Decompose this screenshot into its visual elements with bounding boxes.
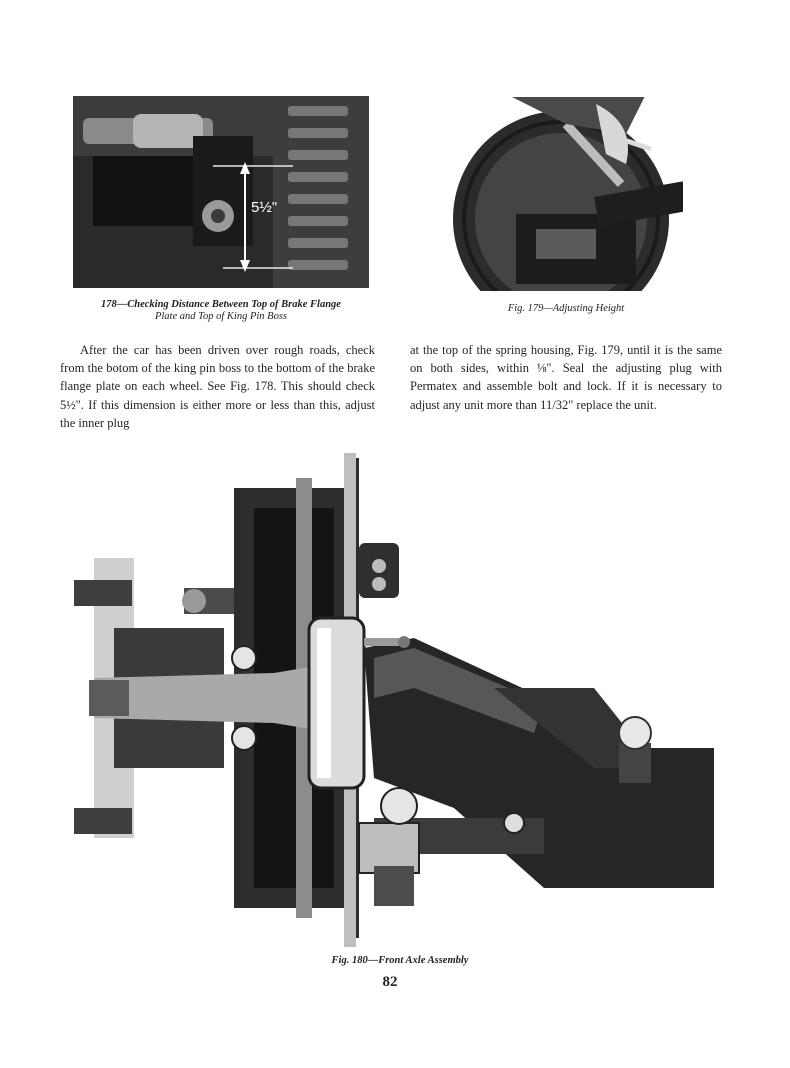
caption-178-line2: Plate and Top of King Pin Boss [154, 311, 288, 322]
figure-179-photo [446, 94, 686, 294]
figure-179-caption: Fig. 179—Adjusting Height [507, 303, 625, 314]
front-axle-assembly-image [74, 448, 714, 952]
measurement-label: 5½" [251, 199, 278, 216]
caption-178-line1: 178—Checking Distance Between Top of Brake Flange [101, 299, 341, 310]
figure-178-photo [73, 96, 369, 288]
body-text-right-column: at the top of the spring housing, Fig. 179, until it is the same on both sides, within ⅛". Seal the adjusting plug with Permatex and assemble bolt and lock. If it is necessary to adjust any unit more than 11/32" replace the unit. [410, 343, 722, 412]
adjusting-height-image [446, 94, 686, 294]
brake-flange-measurement-image [73, 96, 369, 288]
figure-180-illustration [74, 448, 714, 952]
body-text-left-column: After the car has been driven over rough roads, check from the botom of the king pin boss to the bottom of the brake flange plate on each wheel. See Fig. 178. This should check 5½". If this dimension is either more or less than this, adjust the inner plug [60, 343, 375, 430]
page-number: 82 [382, 974, 398, 990]
figure-178-caption [73, 299, 369, 323]
figure-180-caption: Fig. 180—Front Axle Assembly [331, 955, 469, 966]
